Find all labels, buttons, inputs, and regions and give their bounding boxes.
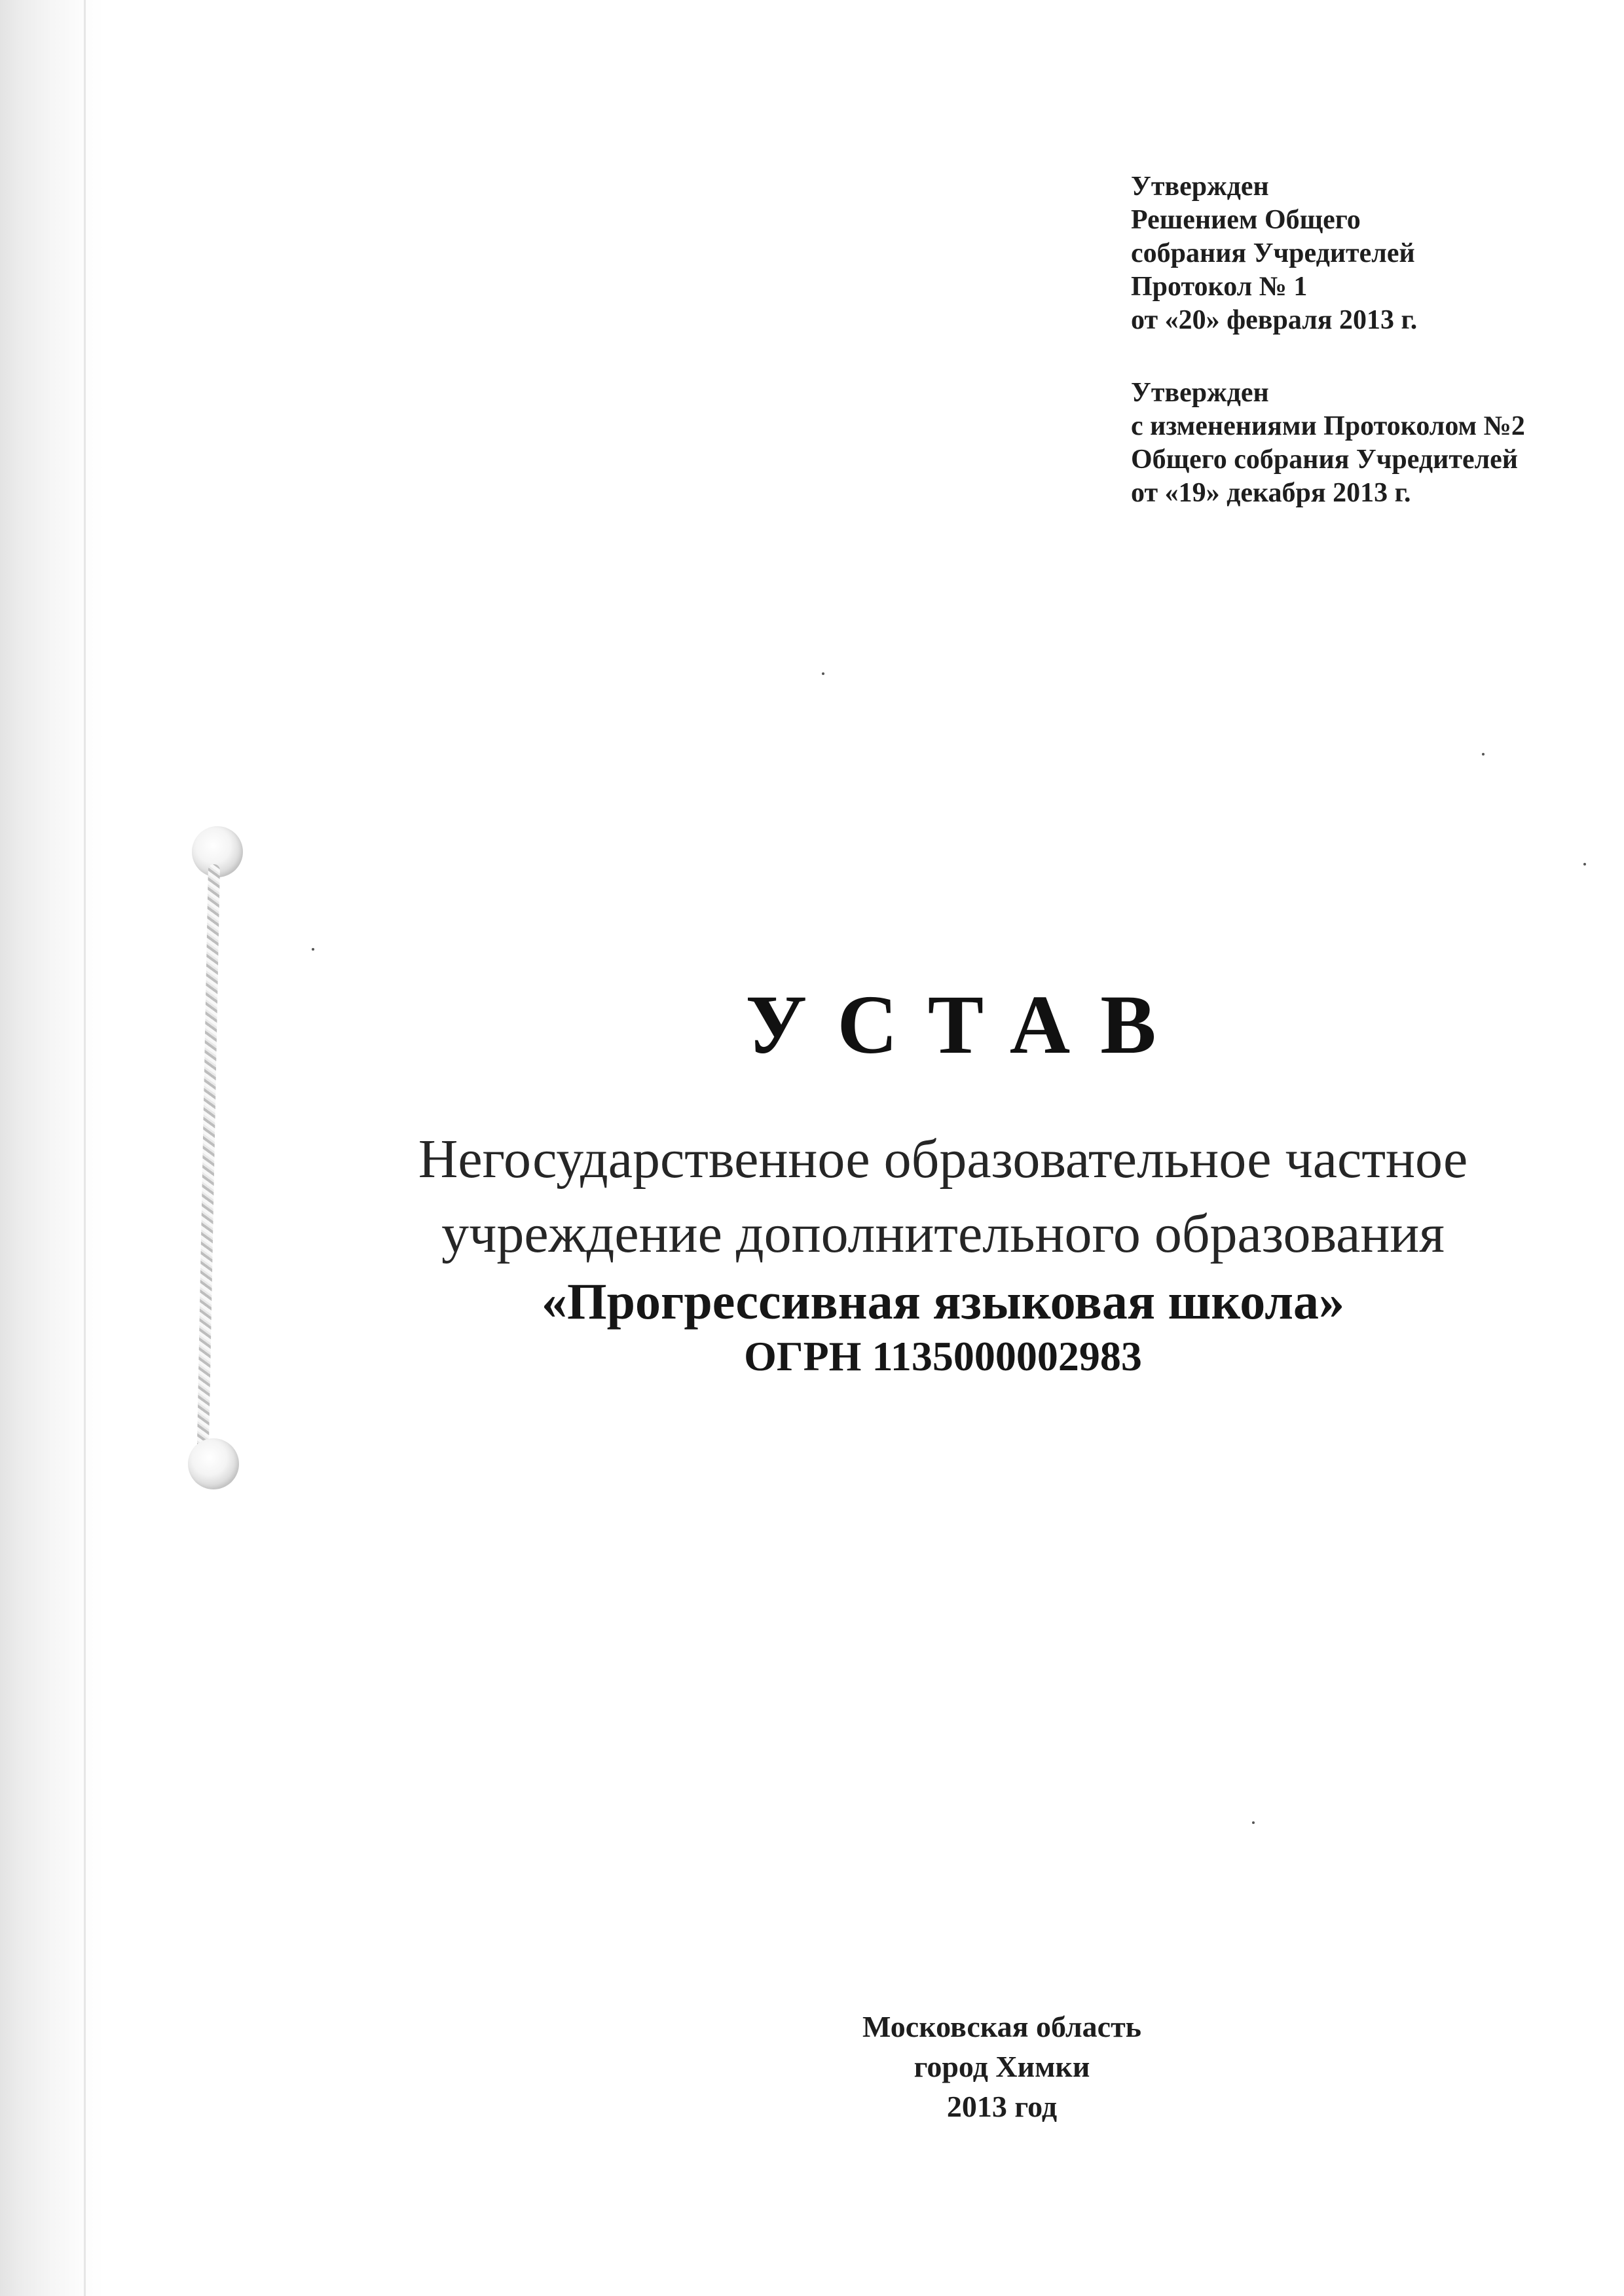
approval-block-first [1131,170,1417,337]
approval-line: Решением Общего [1131,205,1361,235]
scan-speck [1583,863,1586,866]
approval-line: с изменениями Протоколом №2 [1131,411,1525,441]
approval-line: от «20» февраля 2013 г. [1131,305,1418,335]
document-title: УСТАВ [745,978,1187,1071]
place-line: Московская область [862,2010,1141,2043]
approval-block-second [1131,376,1525,510]
approval-line: собрания Учредителей [1131,238,1415,268]
fold-line [84,0,86,2296]
ogrn-number: ОГРН 1135000002983 [744,1333,1142,1379]
scan-speck [1482,753,1485,756]
scan-speck [822,672,824,675]
organization-quoted-name: «Прогрессивная языковая школа» [541,1273,1345,1330]
approval-line: от «19» декабря 2013 г. [1131,478,1411,508]
place-and-year [707,2007,1297,2126]
approval-line: Утвержден [1131,378,1269,408]
binding-cord [197,864,220,1450]
place-line: город Химки [913,2050,1090,2083]
binding-hole-bottom [188,1438,239,1489]
approval-line: Общего собрания Учредителей [1131,445,1518,475]
binding-edge [0,0,105,2296]
approval-line: Утвержден [1131,172,1269,202]
scan-speck [1252,1821,1255,1824]
organization-name [288,1122,1598,1271]
approval-line: Протокол № 1 [1131,272,1308,302]
scan-speck [312,948,314,951]
organization-name-line: Негосударственное образовательное частное [418,1129,1468,1190]
organization-name-line: учреждение дополнительного образования [441,1203,1445,1264]
place-line: 2013 год [946,2090,1058,2123]
